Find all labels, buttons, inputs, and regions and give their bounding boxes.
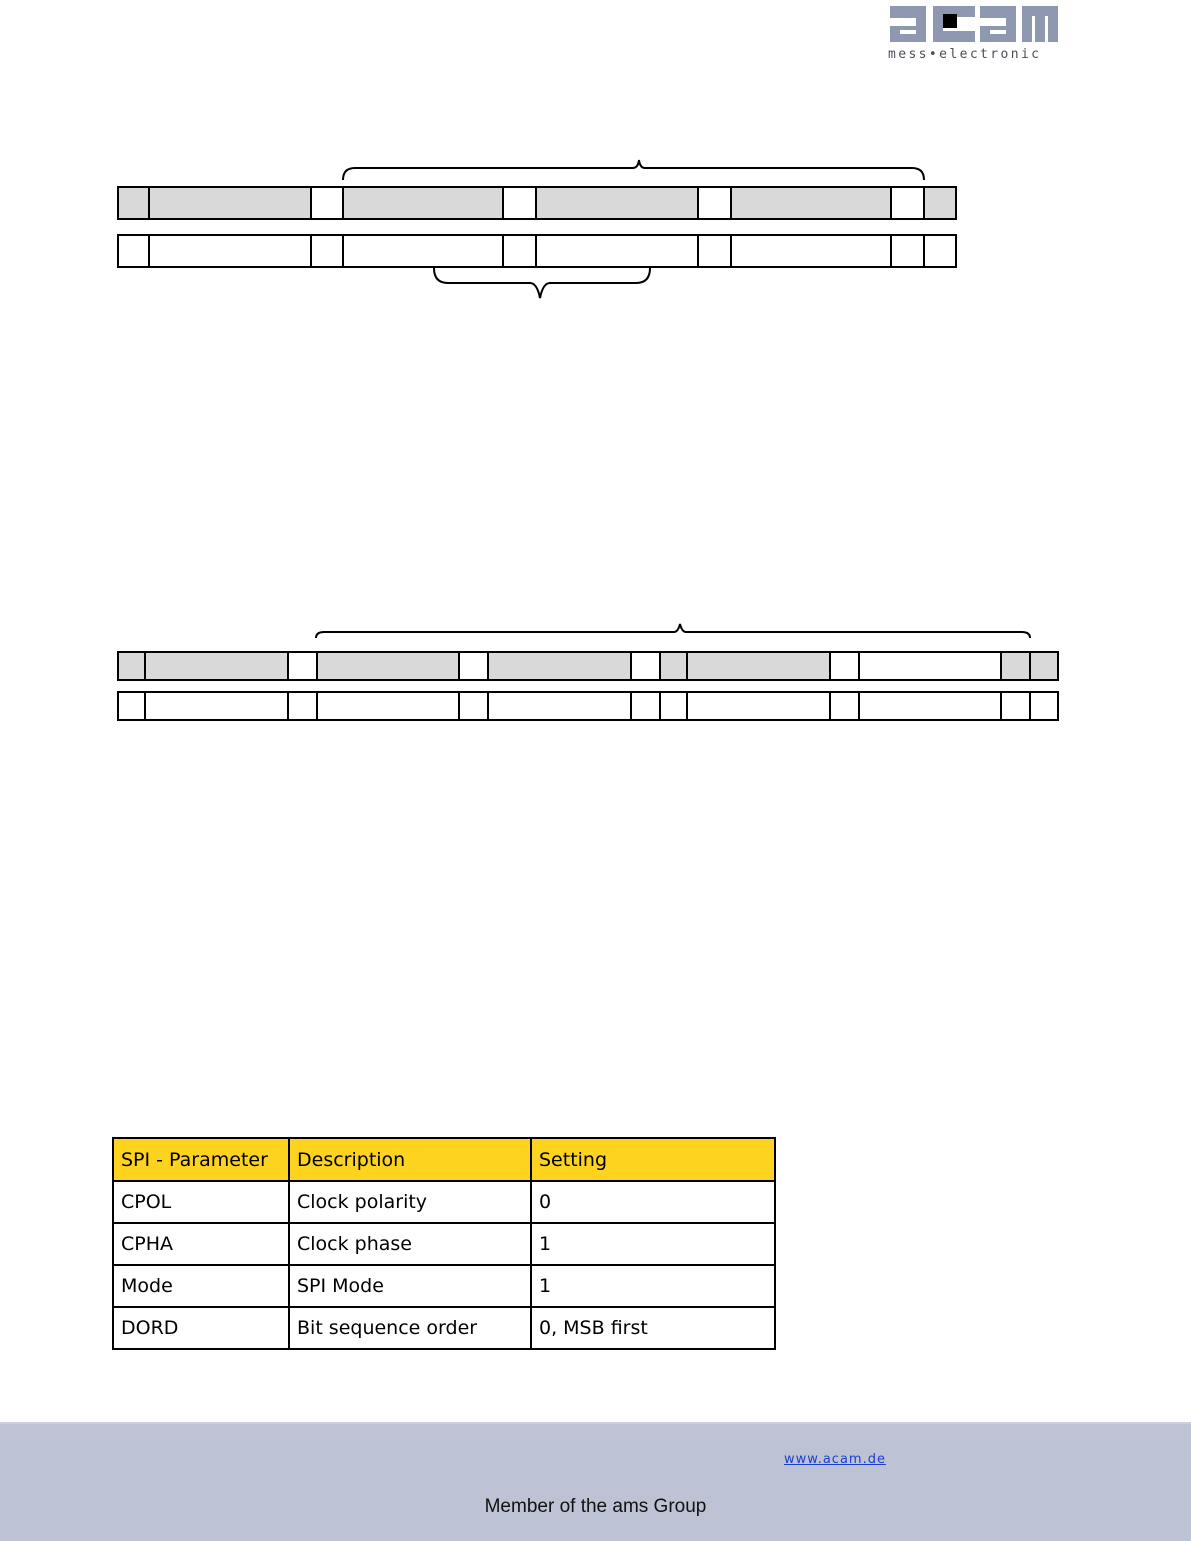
- frame-cell: [698, 187, 731, 219]
- footer-member-text: Member of the ams Group: [484, 1496, 707, 1517]
- frame-cell: [311, 187, 343, 219]
- frame-cell: [660, 692, 687, 720]
- frame-cell: [145, 652, 288, 680]
- frame-cell: [536, 235, 698, 267]
- column-header: Setting: [531, 1138, 775, 1181]
- brace-top-3: [316, 624, 1030, 638]
- frame-cell: [503, 235, 536, 267]
- frame-cell: [149, 235, 311, 267]
- table-row: [113, 1265, 775, 1307]
- frame-cell: [631, 652, 660, 680]
- table-header-row: [113, 1138, 775, 1181]
- spi-parameter-table: [112, 1137, 776, 1350]
- table-cell: Clock phase: [289, 1223, 531, 1265]
- table-cell: 0, MSB first: [531, 1307, 775, 1349]
- frame-cell: [1001, 652, 1030, 680]
- website-link[interactable]: www.acam.de: [784, 1452, 886, 1467]
- frame-cell: [631, 692, 660, 720]
- frame-cell: [503, 187, 536, 219]
- table-row: [113, 1181, 775, 1223]
- frame-cell: [488, 652, 631, 680]
- frame-cell: [1001, 692, 1030, 720]
- table-cell: 1: [531, 1223, 775, 1265]
- frame-cell: [488, 692, 631, 720]
- frame-rows: [118, 187, 1058, 720]
- frame-diagram: [0, 0, 1191, 760]
- frame-cell: [343, 235, 503, 267]
- frame-cell: [149, 187, 311, 219]
- table-row: [113, 1223, 775, 1265]
- frame-cell: [288, 692, 317, 720]
- brace-top-1: [343, 160, 924, 180]
- frame-cell: [891, 235, 924, 267]
- frame-cell: [343, 187, 503, 219]
- frame-cell: [660, 652, 687, 680]
- table-cell: DORD: [113, 1307, 289, 1349]
- brace-bottom-2: [434, 268, 650, 298]
- frame-cell: [891, 187, 924, 219]
- frame-cell: [830, 652, 859, 680]
- table-cell: CPOL: [113, 1181, 289, 1223]
- frame-cell: [459, 652, 488, 680]
- page-footer: [0, 1422, 1191, 1541]
- table-cell: SPI Mode: [289, 1265, 531, 1307]
- table-cell: Clock polarity: [289, 1181, 531, 1223]
- table-cell: CPHA: [113, 1223, 289, 1265]
- frame-cell: [687, 652, 830, 680]
- frame-cell: [288, 652, 317, 680]
- table-cell: 0: [531, 1181, 775, 1223]
- frame-cell: [459, 692, 488, 720]
- frame-cell: [1030, 652, 1058, 680]
- frame-cell: [859, 652, 1001, 680]
- column-header: Description: [289, 1138, 531, 1181]
- frame-cell: [118, 187, 149, 219]
- logo-subtitle: mess•electronic: [888, 47, 1042, 62]
- frame-cell: [317, 652, 459, 680]
- frame-cell: [536, 187, 698, 219]
- table-cell: 1: [531, 1265, 775, 1307]
- table-row: [113, 1307, 775, 1349]
- frame-cell: [924, 235, 956, 267]
- frame-cell: [859, 692, 1001, 720]
- frame-cell: [311, 235, 343, 267]
- frame-cell: [118, 692, 145, 720]
- frame-cell: [1030, 692, 1058, 720]
- braces: [316, 160, 1030, 638]
- frame-cell: [687, 692, 830, 720]
- frame-cell: [830, 692, 859, 720]
- frame-cell: [924, 187, 956, 219]
- frame-cell: [731, 235, 891, 267]
- frame-cell: [698, 235, 731, 267]
- frame-cell: [118, 235, 149, 267]
- table-cell: Bit sequence order: [289, 1307, 531, 1349]
- frame-cell: [145, 692, 288, 720]
- frame-cell: [317, 692, 459, 720]
- frame-cell: [731, 187, 891, 219]
- table-cell: Mode: [113, 1265, 289, 1307]
- frame-cell: [118, 652, 145, 680]
- column-header: SPI - Parameter: [113, 1138, 289, 1181]
